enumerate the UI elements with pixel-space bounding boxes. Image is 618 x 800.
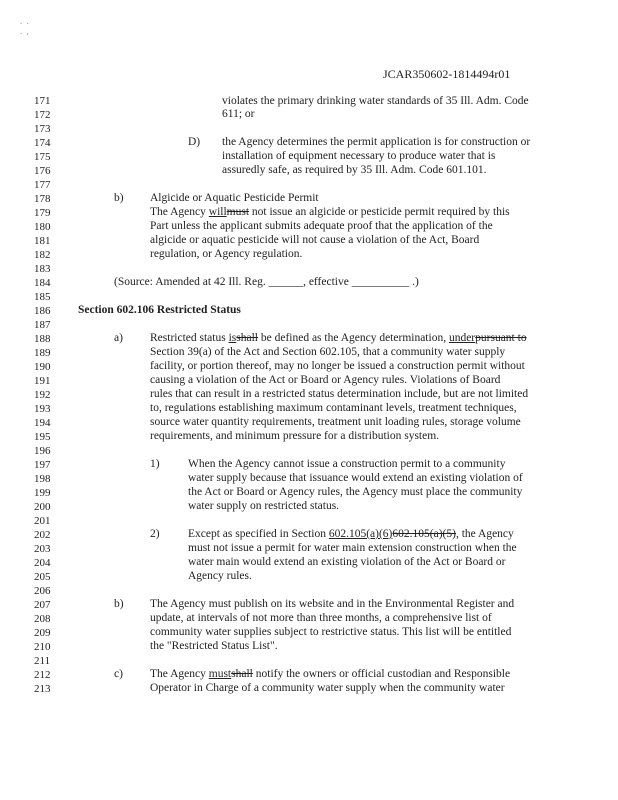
subsection-heading: Algicide or Aquatic Pesticide Permit bbox=[150, 192, 319, 204]
deleted-text: must bbox=[226, 206, 250, 218]
line-number: 194 bbox=[34, 417, 51, 429]
line-number: 207 bbox=[34, 599, 51, 611]
list-marker: c) bbox=[114, 668, 123, 680]
line-number: 173 bbox=[34, 123, 51, 135]
line-number: 208 bbox=[34, 613, 51, 625]
line-number: 196 bbox=[34, 445, 51, 457]
line-number: 195 bbox=[34, 431, 51, 443]
inserted-text: is bbox=[228, 332, 237, 344]
line-number: 184 bbox=[34, 277, 51, 289]
line-number: 190 bbox=[34, 361, 51, 373]
text-line: rules that can result in a restricted status determination include, but are not limited bbox=[150, 388, 529, 400]
line-number: 201 bbox=[34, 515, 51, 527]
deleted-text: pursuant to bbox=[475, 332, 527, 344]
text-line: requirements, and minimum pressure for a distribution system. bbox=[150, 430, 440, 442]
text-line: assuredly safe, as required by 35 Ill. Adm. Code 601.101. bbox=[222, 164, 487, 176]
text-line: 611; or bbox=[222, 108, 255, 120]
line-number: 186 bbox=[34, 305, 51, 317]
inserted-text: 602.105(a)(6) bbox=[328, 528, 393, 540]
line-number: 182 bbox=[34, 249, 51, 261]
line-number: 188 bbox=[34, 333, 51, 345]
line-number: 178 bbox=[34, 193, 51, 205]
text-line: The Agency mustshall notify the owners or official custodian and Responsible bbox=[150, 668, 511, 680]
line-number: 210 bbox=[34, 641, 51, 653]
list-marker: a) bbox=[114, 332, 123, 344]
list-marker: 1) bbox=[150, 458, 160, 470]
line-number: 176 bbox=[34, 165, 51, 177]
line-number: 179 bbox=[34, 207, 51, 219]
text-line: Section 39(a) of the Act and Section 602.105, that a community water supply bbox=[150, 346, 506, 358]
text-line: facility, or portion thereof, may no longer be issued a construction permit without bbox=[150, 360, 525, 372]
text-line: causing a violation of the Act or Board or Agency rules. Violations of Board bbox=[150, 374, 501, 386]
text-line: source water quantity requirements, treatment unit loading rules, storage volume bbox=[150, 416, 521, 428]
line-number: 172 bbox=[34, 109, 51, 121]
deleted-text: 602.105(a)(5) bbox=[392, 528, 456, 540]
line-number: 200 bbox=[34, 501, 51, 513]
line-number: 193 bbox=[34, 403, 51, 415]
text-line: the Act or Board or Agency rules, the Agency must place the community bbox=[188, 486, 523, 498]
list-marker: b) bbox=[114, 598, 124, 610]
text-line: the Agency determines the permit application is for construction or bbox=[222, 136, 531, 148]
line-number: 192 bbox=[34, 389, 51, 401]
line-number: 197 bbox=[34, 459, 51, 471]
text-line: Agency rules. bbox=[188, 570, 252, 582]
document-id: JCAR350602-1814494r01 bbox=[383, 67, 511, 81]
deleted-text: shall bbox=[231, 668, 253, 680]
deleted-text: shall bbox=[236, 332, 258, 344]
text-line: water supply on restricted status. bbox=[188, 500, 340, 512]
line-number: 199 bbox=[34, 487, 51, 499]
text-line: When the Agency cannot issue a construction permit to a community bbox=[188, 458, 506, 470]
line-number: 212 bbox=[34, 669, 51, 681]
text-line: Except as specified in Section 602.105(a)(6)602.105(a)(5), the Agency bbox=[188, 528, 514, 540]
text-line: water supply because that issuance would extend an existing violation of bbox=[188, 472, 523, 484]
line-number: 174 bbox=[34, 137, 51, 149]
line-number: 180 bbox=[34, 221, 51, 233]
text-line: must not issue a permit for water main extension construction when the bbox=[188, 542, 517, 554]
text-line: The Agency willmust not issue an algicide or pesticide permit required by this bbox=[150, 206, 510, 218]
line-number: 189 bbox=[34, 347, 51, 359]
line-number: 205 bbox=[34, 571, 51, 583]
list-marker: D) bbox=[188, 136, 201, 148]
text-line: The Agency must publish on its website and in the Environmental Register and bbox=[150, 598, 515, 610]
line-number: 213 bbox=[34, 683, 51, 695]
text-line: algicide or aquatic pesticide will not cause a violation of the Act, Board bbox=[150, 234, 480, 246]
text-line: Restricted status isshall be defined as the Agency determination, underpursuant to bbox=[150, 332, 527, 344]
text-line: the "Restricted Status List". bbox=[150, 640, 278, 652]
line-number: 191 bbox=[34, 375, 51, 387]
line-number: 177 bbox=[34, 179, 51, 191]
inserted-text: will bbox=[208, 206, 227, 218]
line-number: 202 bbox=[34, 529, 51, 541]
text-line: community water supplies subject to restrictive status. This list will be entitled bbox=[150, 626, 512, 638]
page-corner-marks: . . . , bbox=[20, 16, 30, 36]
line-number: 181 bbox=[34, 235, 51, 247]
text-line: violates the primary drinking water standards of 35 Ill. Adm. Code bbox=[222, 95, 529, 107]
line-number: 198 bbox=[34, 473, 51, 485]
source-note: (Source: Amended at 42 Ill. Reg. ______, effective __________ .) bbox=[114, 276, 419, 288]
line-number: 185 bbox=[34, 291, 51, 303]
text-line: water main would extend an existing violation of the Act or Board or bbox=[188, 556, 506, 568]
line-number: 203 bbox=[34, 543, 51, 555]
inserted-text: under bbox=[448, 332, 476, 344]
line-number: 187 bbox=[34, 319, 51, 331]
list-marker: b) bbox=[114, 192, 124, 204]
line-number: 183 bbox=[34, 263, 51, 275]
section-heading: Section 602.106 Restricted Status bbox=[78, 304, 241, 316]
line-number: 175 bbox=[34, 151, 51, 163]
line-number: 206 bbox=[34, 585, 51, 597]
text-line: to, regulations establishing maximum contaminant levels, treatment techniques, bbox=[150, 402, 517, 414]
text-line: installation of equipment necessary to produce water that is bbox=[222, 150, 496, 162]
line-number: 171 bbox=[34, 95, 51, 107]
text-line: Operator in Charge of a community water supply when the community water bbox=[150, 682, 505, 694]
list-marker: 2) bbox=[150, 528, 160, 540]
line-number: 209 bbox=[34, 627, 51, 639]
text-line: update, at intervals of not more than three months, a comprehensive list of bbox=[150, 612, 492, 624]
line-number: 211 bbox=[34, 655, 51, 667]
line-number: 204 bbox=[34, 557, 51, 569]
text-line: regulation, or Agency regulation. bbox=[150, 248, 303, 260]
text-line: Part unless the applicant submits adequate proof that the application of the bbox=[150, 220, 493, 232]
inserted-text: must bbox=[208, 668, 232, 680]
